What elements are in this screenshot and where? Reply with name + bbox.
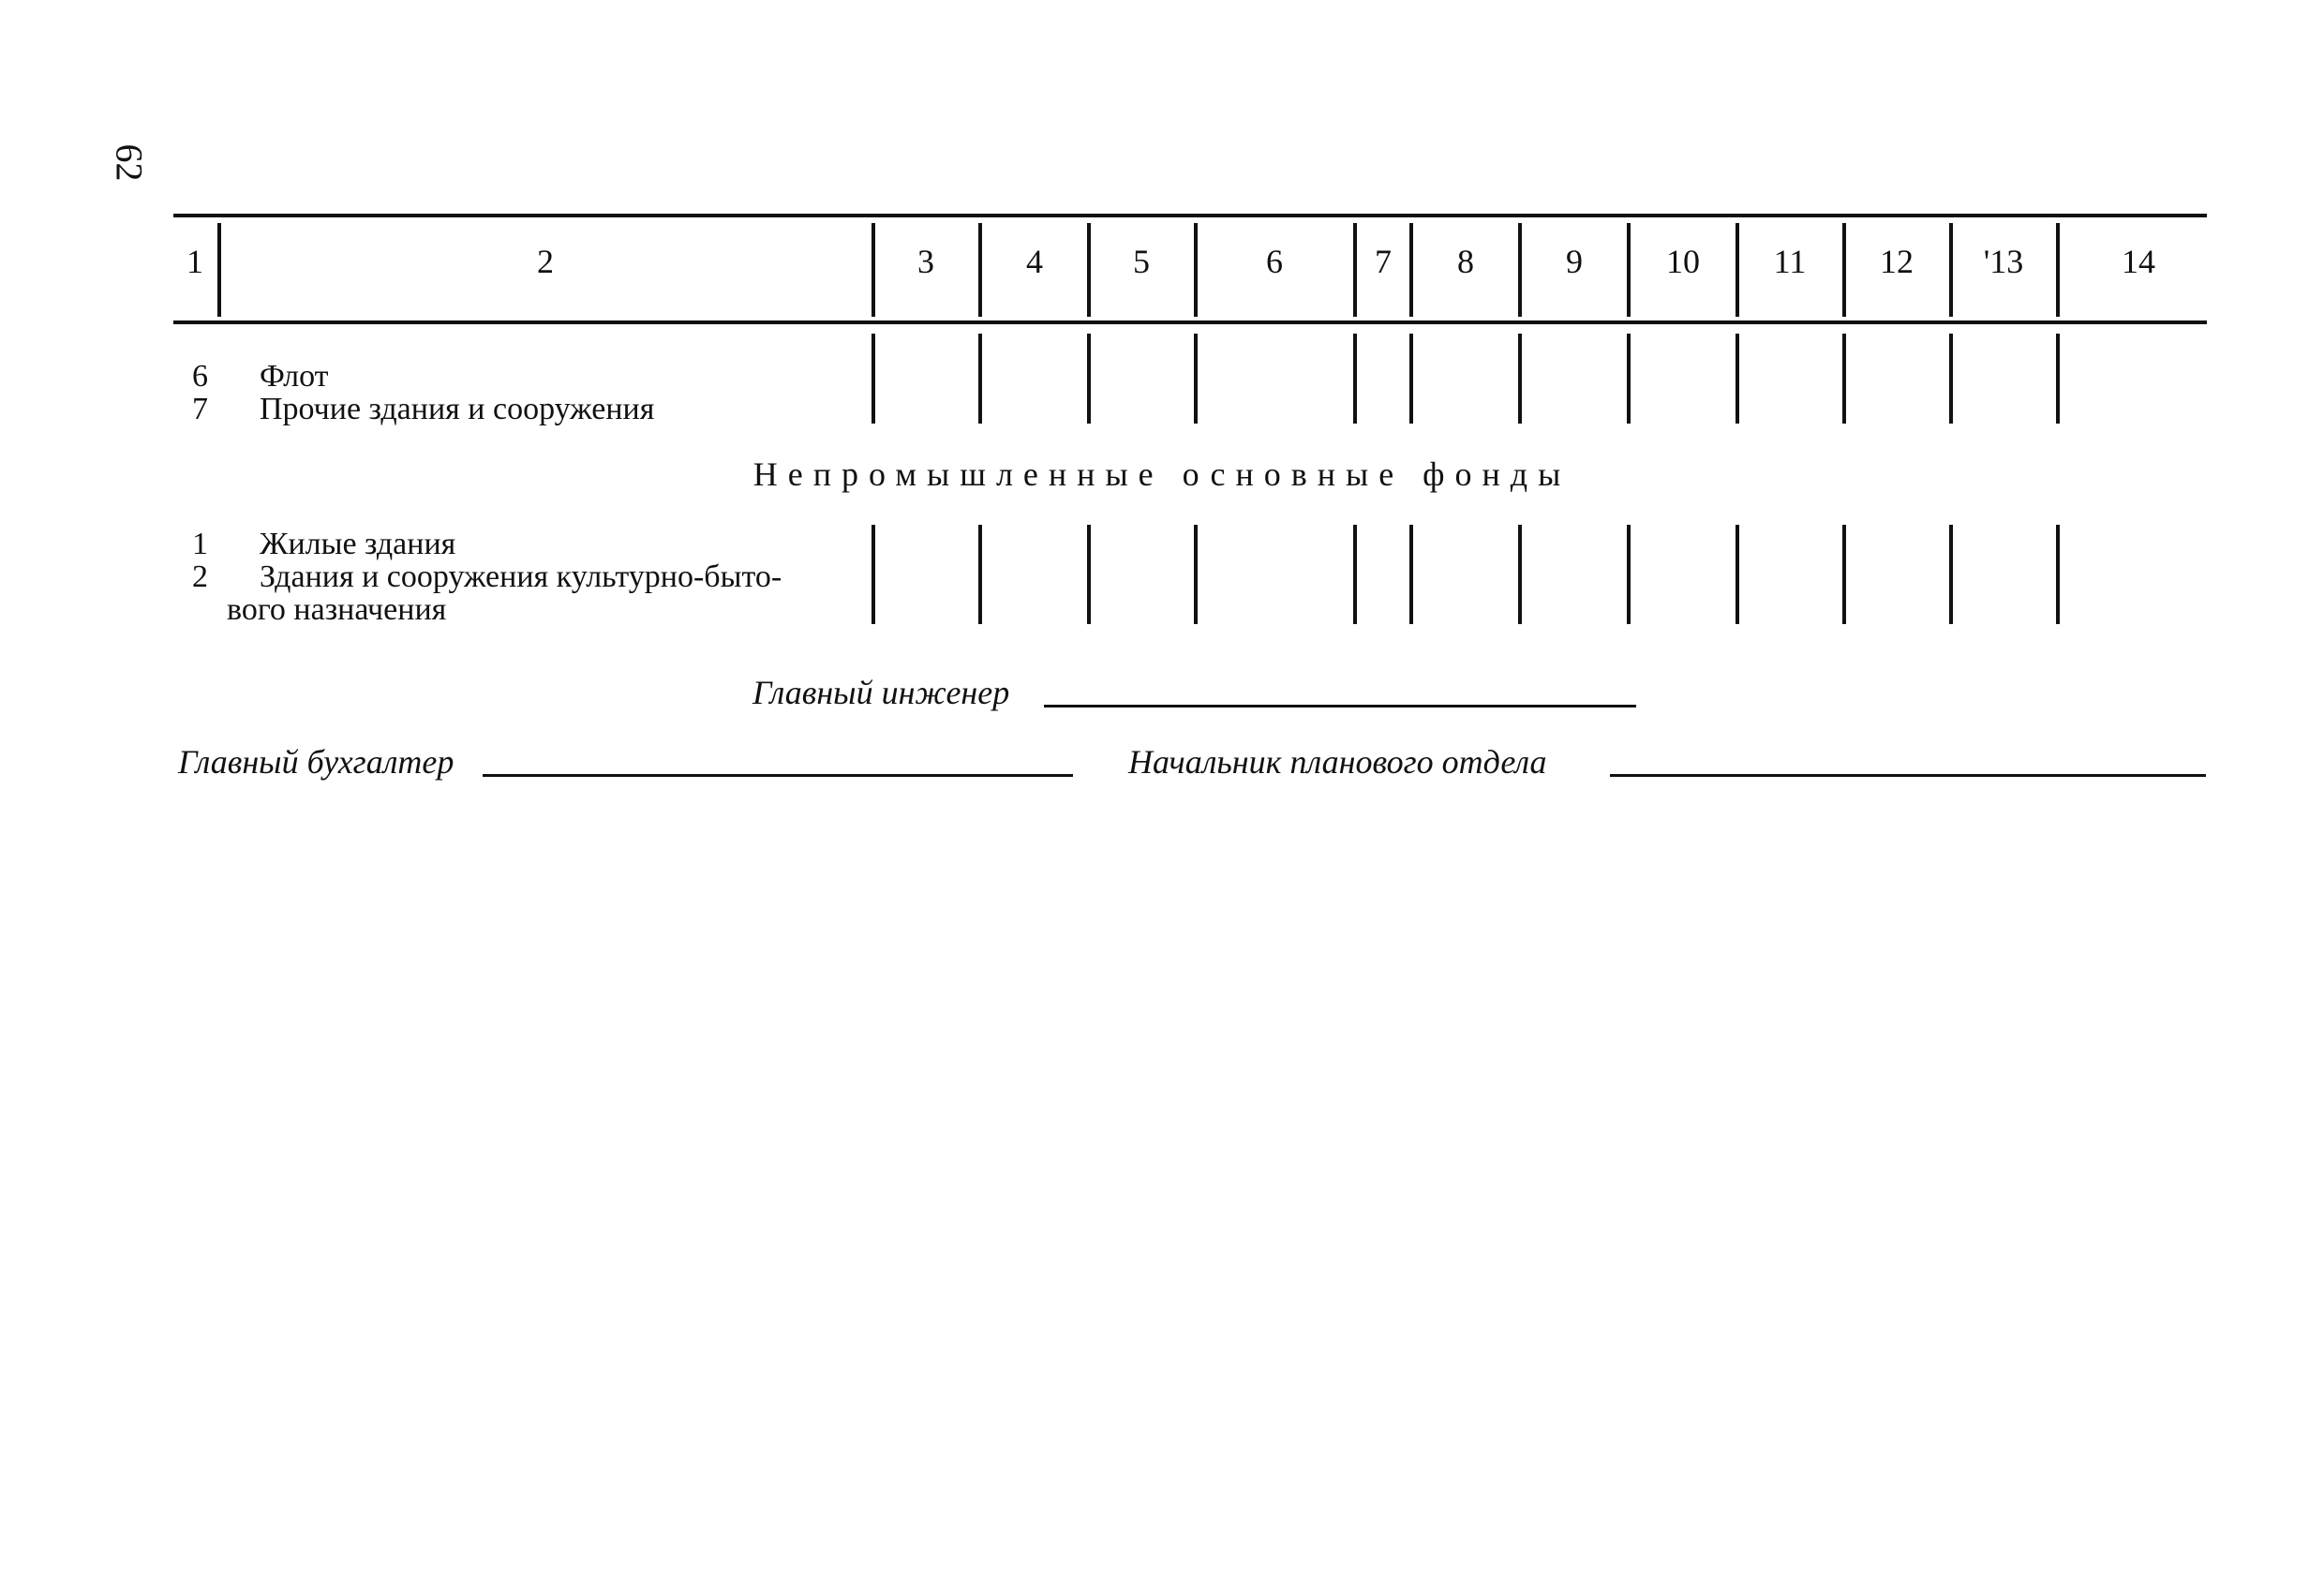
body-separator bbox=[1949, 525, 1953, 624]
header-separator bbox=[1627, 223, 1631, 317]
table-header-rule bbox=[173, 320, 2207, 324]
column-header: 8 bbox=[1457, 243, 1474, 280]
row-label: Жилые здания bbox=[260, 527, 456, 561]
header-separator bbox=[1353, 223, 1357, 317]
chief-engineer-signature-line[interactable] bbox=[1044, 705, 1636, 708]
body-separator bbox=[1627, 334, 1631, 424]
body-separator bbox=[978, 525, 982, 624]
header-separator bbox=[217, 223, 221, 317]
header-separator bbox=[1087, 223, 1091, 317]
header-separator bbox=[1736, 223, 1739, 317]
planning-head-label: Начальник планового отдела bbox=[1128, 743, 1547, 781]
body-separator bbox=[2056, 334, 2060, 424]
column-header: 14 bbox=[2122, 243, 2155, 280]
table-top-rule bbox=[173, 214, 2207, 217]
page-number: 62 bbox=[108, 143, 151, 182]
column-header: 7 bbox=[1375, 243, 1392, 280]
row-label-continuation: вого назначения bbox=[227, 592, 447, 627]
header-separator bbox=[1518, 223, 1522, 317]
chief-accountant-signature-line[interactable] bbox=[483, 774, 1073, 777]
body-separator bbox=[1087, 525, 1091, 624]
body-separator bbox=[1842, 334, 1846, 424]
body-separator bbox=[1736, 525, 1739, 624]
column-header: '13 bbox=[1983, 243, 2024, 280]
row-number: 7 bbox=[192, 392, 208, 426]
column-header: 5 bbox=[1133, 243, 1150, 280]
row-number: 2 bbox=[192, 559, 208, 594]
header-separator bbox=[872, 223, 875, 317]
body-separator bbox=[1087, 334, 1091, 424]
header-separator bbox=[1842, 223, 1846, 317]
header-separator bbox=[2056, 223, 2060, 317]
row-label: Флот bbox=[260, 359, 329, 394]
column-header: 9 bbox=[1566, 243, 1583, 280]
body-separator bbox=[1353, 334, 1357, 424]
row-number: 6 bbox=[192, 359, 208, 394]
body-separator bbox=[1949, 334, 1953, 424]
column-header: 3 bbox=[917, 243, 934, 280]
body-separator bbox=[2056, 525, 2060, 624]
planning-head-signature-line[interactable] bbox=[1610, 774, 2206, 777]
body-separator bbox=[1409, 334, 1413, 424]
header-separator bbox=[1949, 223, 1953, 317]
row-number: 1 bbox=[192, 527, 208, 561]
header-separator bbox=[1194, 223, 1198, 317]
column-header: 1 bbox=[186, 243, 203, 280]
body-separator bbox=[1627, 525, 1631, 624]
column-header: 10 bbox=[1666, 243, 1700, 280]
body-separator bbox=[978, 334, 982, 424]
header-separator bbox=[978, 223, 982, 317]
body-separator bbox=[1353, 525, 1357, 624]
body-separator bbox=[1409, 525, 1413, 624]
body-separator bbox=[1518, 525, 1522, 624]
chief-accountant-label: Главный бухгалтер bbox=[178, 743, 454, 781]
body-separator bbox=[872, 334, 875, 424]
body-separator bbox=[1194, 525, 1198, 624]
row-label: Прочие здания и сооружения bbox=[260, 392, 655, 426]
row-label: Здания и сооружения культурно-быто- bbox=[260, 559, 782, 594]
body-separator bbox=[1194, 334, 1198, 424]
column-header: 4 bbox=[1026, 243, 1043, 280]
column-header: 12 bbox=[1880, 243, 1914, 280]
body-separator bbox=[1736, 334, 1739, 424]
body-separator bbox=[872, 525, 875, 624]
column-header: 6 bbox=[1266, 243, 1283, 280]
column-header: 2 bbox=[537, 243, 554, 280]
header-separator bbox=[1409, 223, 1413, 317]
column-header: 11 bbox=[1773, 243, 1807, 280]
chief-engineer-label: Главный инженер bbox=[752, 674, 1010, 711]
section-title: Непромышленные основные фонды bbox=[752, 455, 1572, 493]
body-separator bbox=[1842, 525, 1846, 624]
body-separator bbox=[1518, 334, 1522, 424]
